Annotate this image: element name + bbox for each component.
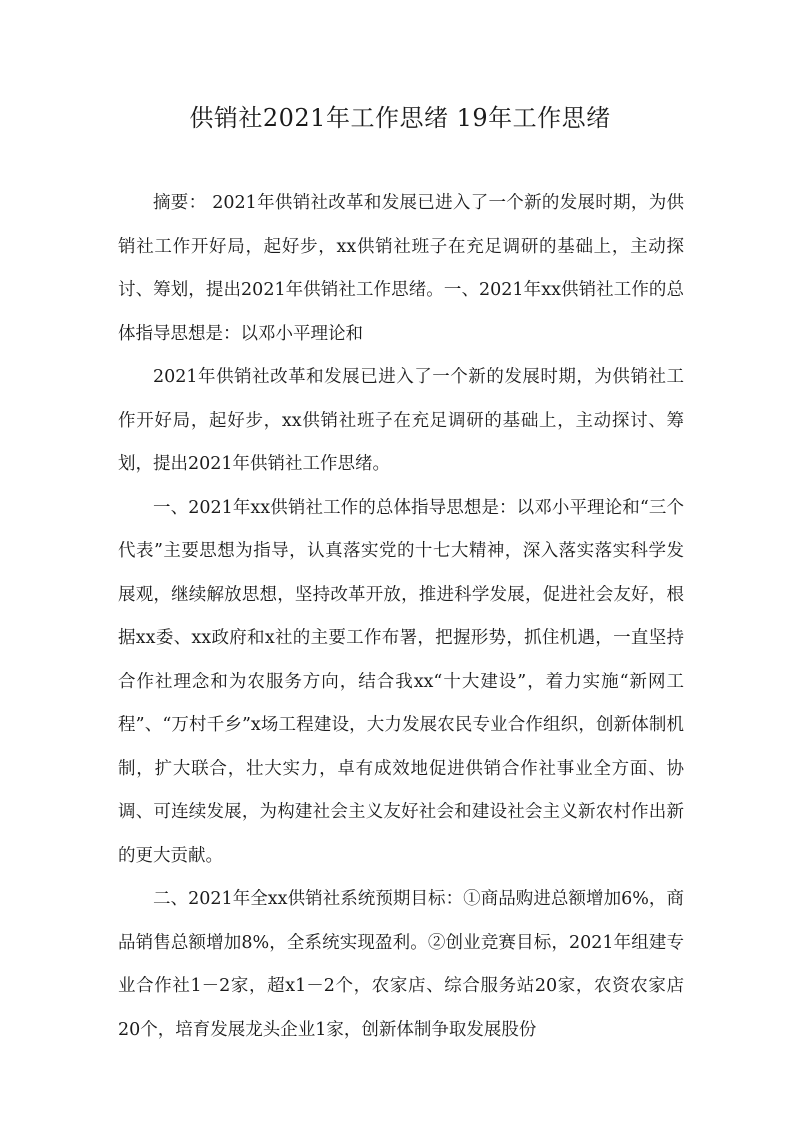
paragraph-abstract: 摘要： 2021年供销社改革和发展已进入了一个新的发展时期，为供销社工作开好局，起好步，xx供销社班子在充足调研的基础上，主动探讨、筹划，提出2021年供销社工作思绪。一、2021年xx供销社工作的总体指导思想是：以邓小平理论和 bbox=[118, 193, 684, 344]
paragraph-targets: 二、2021年全xx供销社系统预期目标：①商品购进总额增加6%，商品销售总额增加8%，全系统实现盈利。②创业竞赛目标，2021年组建专业合作社1－2家，超x1－2个，农家店、综合服务站20家，农资农家店20个，培育发展龙头企业1家，创新体制争取发展股份 bbox=[118, 889, 684, 1040]
paragraph-guiding-thought: 一、2021年xx供销社工作的总体指导思想是：以邓小平理论和“三个代表”主要思想为指导，认真落实党的十七大精神，深入落实落实科学发展观，继续解放思想，坚持改革开放，推进科学发展，促进社会友好，根据xx委、xx政府和x社的主要工作布署，把握形势，抓住机遇，一直坚持合作社理念和为农服务方向，结合我xx“十大建设”，着力实施“新网工程”、“万村千乡”x场工程建设，大力发展农民专业合作组织，创新体制机制，扩大联合，壮大实力，卓有成效地促进供销合作社事业全方面、协调、可连续发展，为构建社会主义友好社会和建设社会主义新农村作出新的更大贡献。 bbox=[118, 497, 684, 866]
document-title: 供销社2021年工作思绪 19年工作思绪 bbox=[189, 104, 611, 132]
document-body bbox=[118, 182, 684, 1052]
paragraph-intro: 2021年供销社改革和发展已进入了一个新的发展时期，为供销社工作开好局，起好步，xx供销社班子在充足调研的基础上，主动探讨、筹划，提出2021年供销社工作思绪。 bbox=[118, 367, 684, 474]
